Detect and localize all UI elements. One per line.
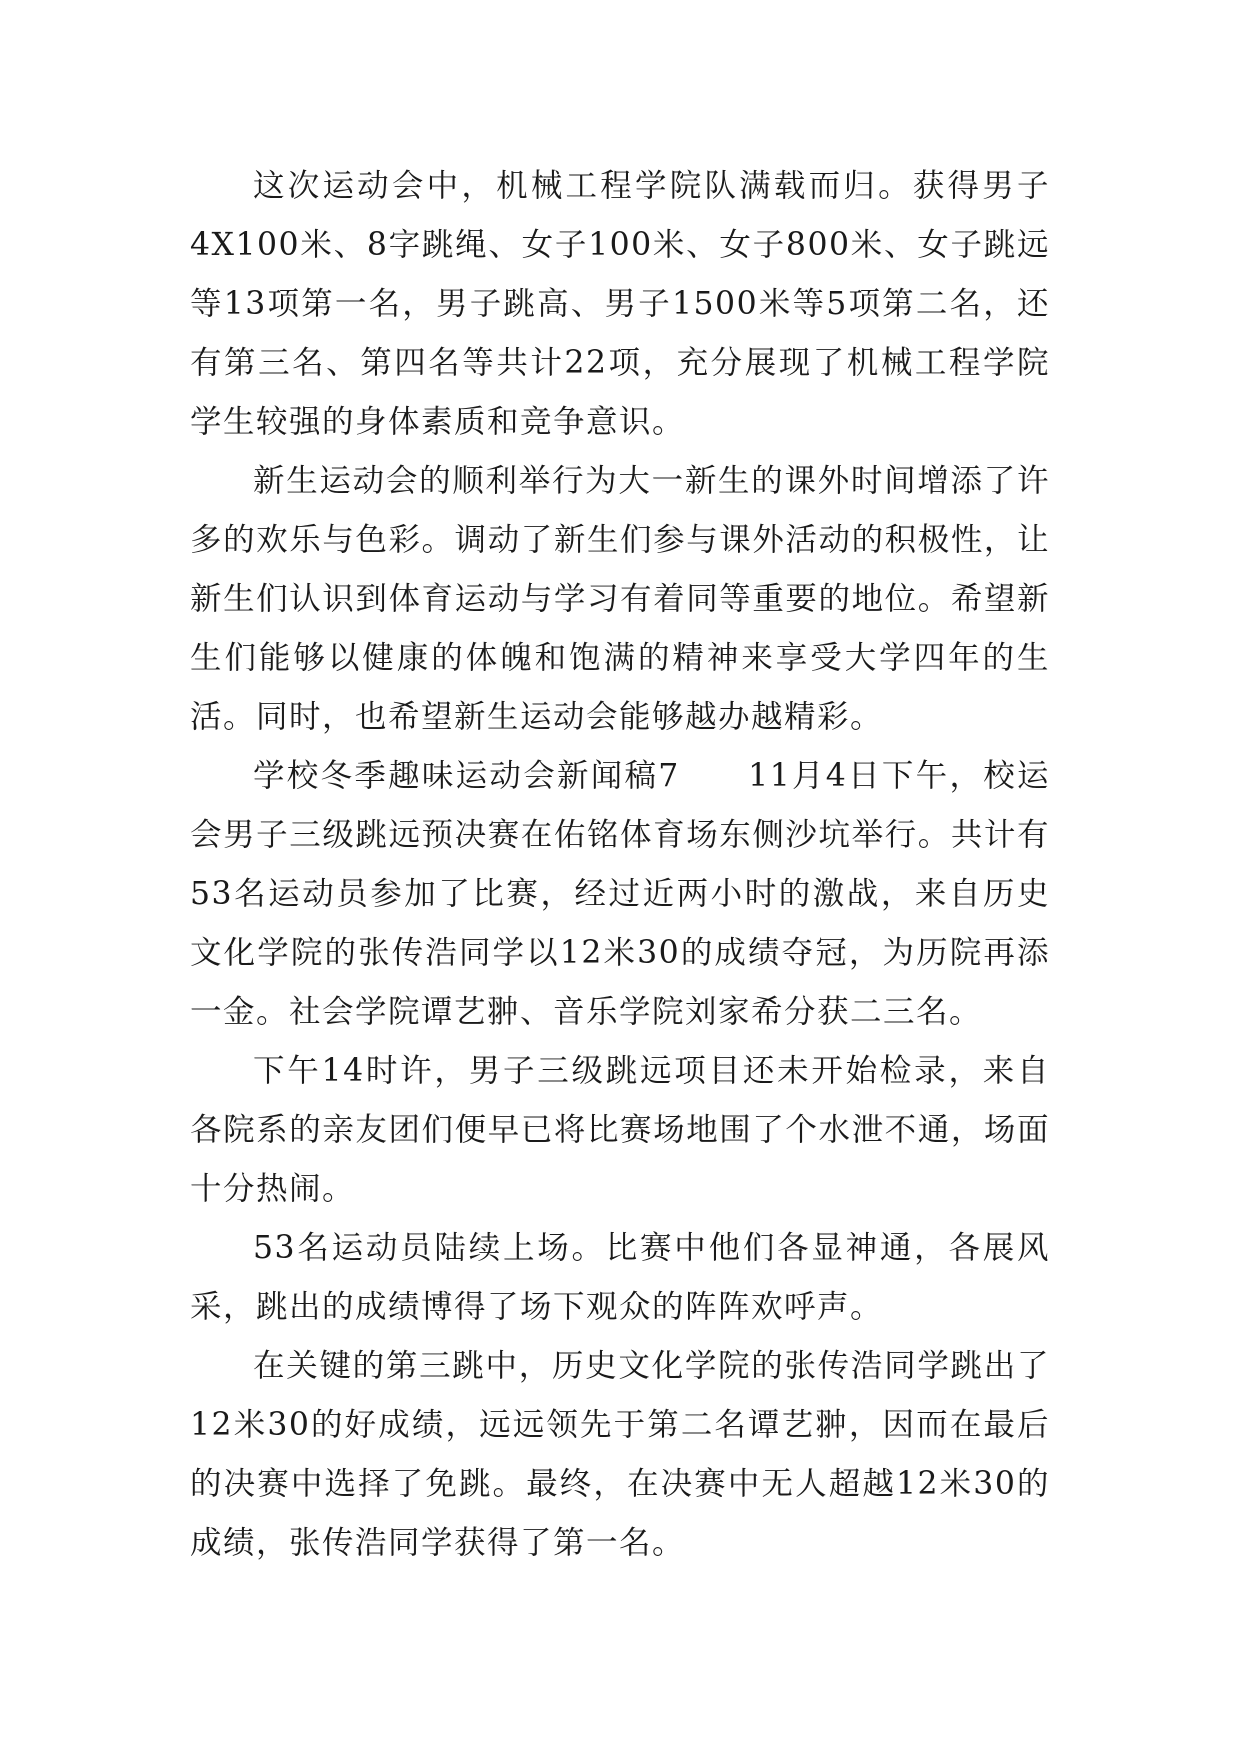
paragraph-freshman-meet-significance: 新生运动会的顺利举行为大一新生的课外时间增添了许多的欢乐与色彩。调动了新生们参与课外活动的积极性，让新生们认识到体育运动与学习有着同等重要的地位。希望新生们能够以健康的体魄和饱满的精神来享受大学四年的生活。同时，也希望新生运动会能够越办越精彩。 — [190, 463, 1050, 735]
paragraph-athletes-enter: 53名运动员陆续上场。比赛中他们各显神通，各展风采，跳出的成绩博得了场下观众的阵阵欢呼声。 — [190, 1230, 1050, 1325]
paragraph-winning-jump: 在关键的第三跳中，历史文化学院的张传浩同学跳出了12米30的好成绩，远远领先于第二名谭艺翀，因而在最后的决赛中选择了免跳。最终，在决赛中无人超越12米30的成绩，张传浩同学获得了第一名。 — [190, 1348, 1050, 1561]
paragraph-results-summary: 这次运动会中，机械工程学院队满载而归。获得男子4X100米、8字跳绳、女子100米、女子800米、女子跳远等13项第一名，男子跳高、男子1500米等5项第二名，还有第三名、第四名等共计22项，充分展现了机械工程学院学生较强的身体素质和竞争意识。 — [190, 168, 1050, 440]
paragraph-triple-jump-news: 学校冬季趣味运动会新闻稿7 11月4日下午，校运会男子三级跳远预决赛在佑铭体育场东侧沙坑举行。共计有53名运动员参加了比赛，经过近两小时的激战，来自历史文化学院的张传浩同学以12米30的成绩夺冠，为历院再添一金。社会学院谭艺翀、音乐学院刘家希分获二三名。 — [190, 758, 1050, 1030]
document-body — [190, 157, 1050, 1573]
paragraph-crowd-scene: 下午14时许，男子三级跳远项目还未开始检录，来自各院系的亲友团们便早已将比赛场地围了个水泄不通，场面十分热闹。 — [190, 1053, 1050, 1207]
